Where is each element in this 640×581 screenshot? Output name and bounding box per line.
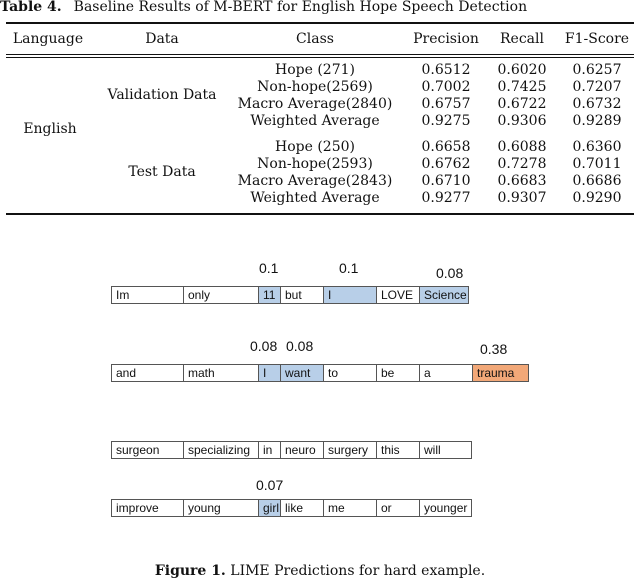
lime-token-highlighted: trauma: [472, 364, 529, 382]
lime-token: or: [376, 499, 419, 517]
table-cell-class: Non-hope(2593): [257, 156, 373, 172]
table-cell-recall: 0.6683: [497, 173, 547, 189]
header-class: Class: [296, 31, 334, 47]
lime-weight: 0.08: [250, 338, 278, 354]
figure-caption-label: Figure 1.: [154, 563, 226, 579]
table-cell-f1: 0.9289: [572, 113, 622, 129]
lime-token-highlighted: I: [323, 286, 376, 304]
table-header-rule-second: [6, 57, 634, 58]
lime-token: surgeon: [111, 441, 183, 459]
lime-token: improve: [111, 499, 183, 517]
lime-token: be: [376, 364, 419, 382]
table-cell-recall: 0.9306: [497, 113, 547, 129]
table-cell-precision: 0.6710: [421, 173, 471, 189]
table-cell-class: Weighted Average: [250, 190, 380, 206]
lime-token: like: [280, 499, 323, 517]
lime-token-highlighted: I: [258, 364, 280, 382]
table-caption-label: Table 4.: [0, 0, 62, 15]
table-cell-f1: 0.6686: [572, 173, 622, 189]
table-cell-recall: 0.7425: [497, 79, 547, 95]
header-f1: F1-Score: [564, 31, 630, 47]
table-cell-precision: 0.7002: [421, 79, 471, 95]
group-data-label: Validation Data: [107, 87, 217, 103]
group-data-label: Test Data: [128, 164, 196, 180]
header-precision: Precision: [413, 31, 479, 47]
header-recall: Recall: [500, 31, 544, 47]
lime-token: in: [258, 441, 280, 459]
table-cell-f1: 0.6360: [572, 139, 622, 155]
lime-token: but: [280, 286, 323, 304]
lime-weight: 0.38: [480, 341, 508, 357]
table-cell-recall: 0.6088: [497, 139, 547, 155]
lime-token: LOVE: [376, 286, 419, 304]
lime-token: math: [183, 364, 258, 382]
table-cell-recall: 0.6020: [497, 62, 547, 78]
table-cell-precision: 0.9277: [421, 190, 471, 206]
table-cell-f1: 0.7207: [572, 79, 622, 95]
lime-token: younger: [419, 499, 472, 517]
table-caption: [0, 0, 640, 18]
table-cell-precision: 0.6512: [421, 62, 471, 78]
table-cell-recall: 0.7278: [497, 156, 547, 172]
table-cell-f1: 0.6732: [572, 96, 622, 112]
header-data: Data: [145, 31, 179, 47]
table-cell-class: Hope (250): [275, 139, 355, 155]
table-bottom-rule: [6, 213, 634, 215]
lime-token: specializing: [183, 441, 258, 459]
table-cell-f1: 0.6257: [572, 62, 622, 78]
lime-token: neuro: [280, 441, 323, 459]
lime-token: a: [419, 364, 472, 382]
table-cell-class: Non-hope(2569): [257, 79, 373, 95]
lime-token-highlighted: 11: [258, 286, 280, 304]
header-language: Language: [12, 31, 84, 47]
table-cell-precision: 0.6762: [421, 156, 471, 172]
lime-token-highlighted: Science: [419, 286, 469, 304]
lime-token: and: [111, 364, 183, 382]
table-top-rule: [6, 22, 634, 24]
lime-token-highlighted: girl: [258, 499, 280, 517]
lime-token: me: [323, 499, 376, 517]
lime-token-highlighted: want: [280, 364, 323, 382]
table-cell-class: Macro Average(2843): [237, 173, 393, 189]
table-cell-class: Weighted Average: [250, 113, 380, 129]
lime-token: will: [419, 441, 472, 459]
lime-token: Im: [111, 286, 183, 304]
figure-caption: [0, 563, 640, 579]
lime-token: to: [323, 364, 376, 382]
table-header-rule: [6, 54, 634, 55]
table-cell-precision: 0.6658: [421, 139, 471, 155]
table-cell-recall: 0.6722: [497, 96, 547, 112]
lime-weight: 0.1: [259, 260, 279, 276]
table-cell-recall: 0.9307: [497, 190, 547, 206]
lime-weight: 0.1: [339, 260, 359, 276]
lime-token: surgery: [323, 441, 376, 459]
lime-weight: 0.08: [436, 265, 464, 281]
table-cell-class: Macro Average(2840): [237, 96, 393, 112]
figure-caption-text: LIME Predictions for hard example.: [230, 563, 486, 579]
lime-token: only: [183, 286, 258, 304]
table-cell-f1: 0.9290: [572, 190, 622, 206]
lime-weight: 0.07: [256, 477, 284, 493]
language-cell: English: [23, 121, 77, 137]
table-caption-text: Baseline Results of M-BERT for English Hope Speech Detection: [73, 0, 528, 15]
table-cell-precision: 0.6757: [421, 96, 471, 112]
table-cell-precision: 0.9275: [421, 113, 471, 129]
lime-token: young: [183, 499, 258, 517]
lime-token: this: [376, 441, 419, 459]
table-cell-class: Hope (271): [275, 62, 355, 78]
table-cell-f1: 0.7011: [572, 156, 622, 172]
lime-weight: 0.08: [286, 338, 314, 354]
